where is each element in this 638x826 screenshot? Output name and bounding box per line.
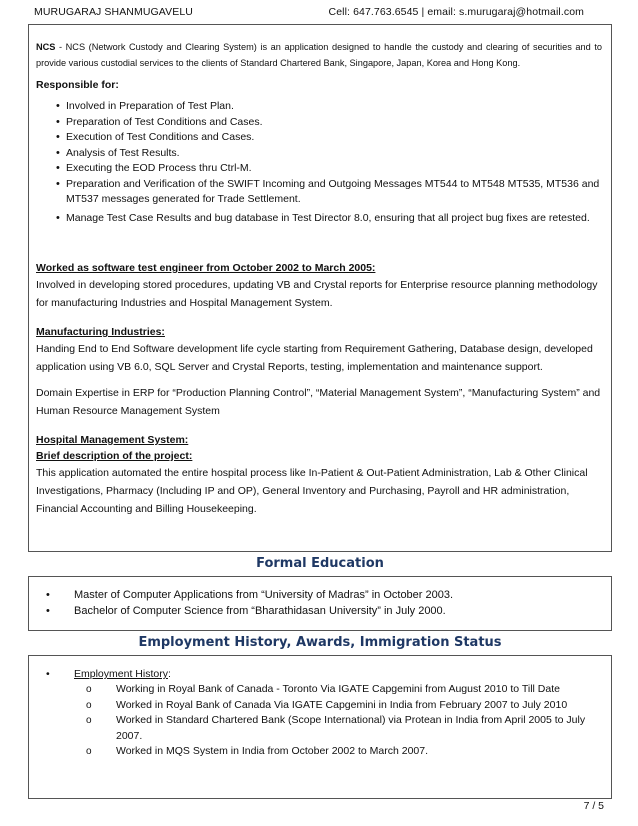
list-item: • Involved in Preparation of Test Plan.: [36, 99, 602, 115]
list-item: • Analysis of Test Results.: [36, 146, 602, 162]
manufacturing-heading: Manufacturing Industries:: [36, 326, 165, 338]
worked-text: Involved in developing stored procedures, updating VB and Crystal reports for Enterprise resource planning methodology for manufacturing Industries and Hospital Management System.: [36, 279, 598, 309]
page-number: 7 / 5: [583, 800, 604, 812]
employment-list: [36, 682, 602, 760]
responsible-heading: Responsible for:: [36, 79, 119, 91]
employment-history-item: [36, 666, 602, 682]
list-item: • Manage Test Case Results and bug database in Test Director 8.0, ensuring that all project bug fixes are retested.: [36, 211, 602, 227]
education-title: Formal Education: [256, 556, 384, 571]
header-name: MURUGARAJ SHANMUGAVELU: [34, 6, 193, 18]
employment-section-bar: [28, 630, 612, 656]
education-section-bar: [28, 551, 612, 577]
list-item: o Worked in Standard Chartered Bank (Scope International) via Protean in India from April 2005 to July 2007.: [36, 713, 602, 744]
experience-section: [36, 40, 602, 518]
employment-label: Employment History: [74, 668, 168, 680]
hospital-subheading: Brief description of the project:: [36, 450, 193, 462]
list-item: • Preparation of Test Conditions and Cases.: [36, 115, 602, 131]
employment-title: Employment History, Awards, Immigration Status: [138, 635, 502, 650]
domain-expertise: Domain Expertise in ERP for “Production Planning Control”, “Material Management System”, “Manufacturing System” and Human Resource Management System: [36, 387, 601, 417]
list-item: • Executing the EOD Process thru Ctrl-M.: [36, 161, 602, 177]
ncs-description: [36, 40, 602, 71]
hospital-heading: Hospital Management System:: [36, 434, 189, 446]
ncs-label: NCS: [36, 42, 56, 52]
list-item: • Master of Computer Applications from “University of Madras” in October 2003.: [36, 588, 602, 604]
employment-label-suffix: :: [167, 668, 171, 680]
worked-heading: Worked as software test engineer from October 2002 to March 2005:: [36, 262, 376, 274]
education-section: [36, 588, 602, 619]
list-item: o Worked in Royal Bank of Canada Via IGATE Capgemini in India from February 2007 to July 2010: [36, 698, 602, 714]
manufacturing-text: Handing End to End Software development life cycle starting from Requirement Gathering, Database design, developed application using VB 6.0, SQL Server and Crystal Reports, testing, implementation and maintenance support.: [36, 343, 593, 373]
page-header: [34, 6, 612, 22]
ncs-text: - NCS (Network Custody and Clearing System) is an application designed to handle the custody and clearing of securities and to provide various custodial services to the clients of Standard Chartered Bank, Singapore, Japan, Korea and Hong Kong.: [36, 42, 602, 68]
list-item: • Preparation and Verification of the SWIFT Incoming and Outgoing Messages MT544 to MT548 MT535, MT536 and MT537 messages generated for Trade Settlement.: [36, 177, 602, 208]
list-item: o Worked in MQS System in India from October 2002 to March 2007.: [36, 744, 602, 760]
header-contact: Cell: 647.763.6545 | email: s.murugaraj@hotmail.com: [328, 6, 584, 18]
list-item: o Working in Royal Bank of Canada - Toronto Via IGATE Capgemini from August 2010 to Till Date: [36, 682, 602, 698]
responsible-list: [36, 99, 602, 226]
employment-section: [36, 666, 602, 760]
list-item: • Bachelor of Computer Science from “Bharathidasan University” in July 2000.: [36, 604, 602, 620]
hospital-text: This application automated the entire hospital process like In-Patient & Out-Patient Administration, Lab & Other Clinical Investigations, Pharmacy (Including IP and OP), General Inventory and Purchasing, Payroll and HR administration, Financial Accounting and Billing Housekeeping.: [36, 467, 588, 515]
list-item: • Execution of Test Conditions and Cases.: [36, 130, 602, 146]
